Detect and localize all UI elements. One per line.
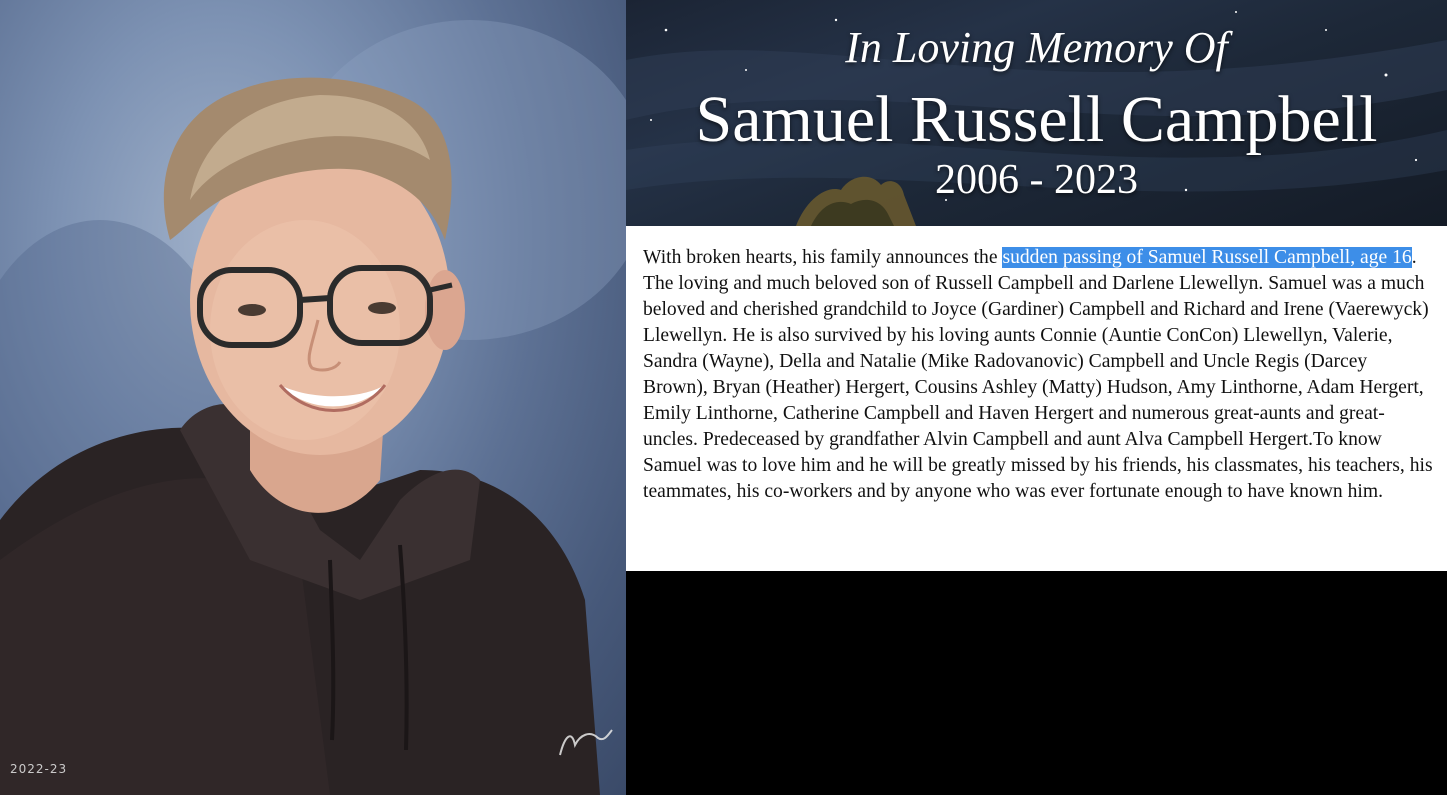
memorial-banner (626, 0, 1447, 226)
obituary-text-start: With broken hearts, his family announces the (643, 247, 1003, 268)
obituary-text[interactable] (626, 226, 1447, 571)
banner-pre-title: In Loving Memory Of (845, 23, 1228, 72)
banner-years: 2006 - 2023 (935, 157, 1138, 203)
selected-text-highlight[interactable]: sudden passing of Samuel Russell Campbell, age 16 (1002, 247, 1412, 268)
portrait-illustration (0, 0, 626, 795)
empty-area (626, 571, 1447, 795)
obituary-text-rest: . The loving and much beloved son of Russell Campbell and Darlene Llewellyn. Samuel was a much beloved and cherished grandchild to Joyce (Gardiner) Campbell and Richard and Irene (Vaerewyck) Llewellyn. He is also survived by his loving aunts Connie (Auntie ConCon) Llewellyn, Valerie, Sandra (Wayne), Della and Natalie (Mike Radovanovic) Campbell and Uncle Regis (Darcey Brown), Bryan (Heather) Hergert, Cousins Ashley (Matty) Hudson, Amy Linthorne, Adam Hergert, Emily Linthorne, Catherine Campbell and Haven Hergert and numerous great-aunts and great-uncles. Predeceased by grandfather Alvin Campbell and aunt Alva Campbell Hergert.To know Samuel was to love him and he will be greatly missed by his friends, his classmates, his teachers, his teammates, his co-workers and by anyone who was ever fortunate enough to have known him. (643, 247, 1433, 502)
photo-year-stamp: 2022-23 (10, 762, 68, 776)
portrait-photo (0, 0, 626, 795)
banner-name: Samuel Russell Campbell (695, 83, 1378, 156)
